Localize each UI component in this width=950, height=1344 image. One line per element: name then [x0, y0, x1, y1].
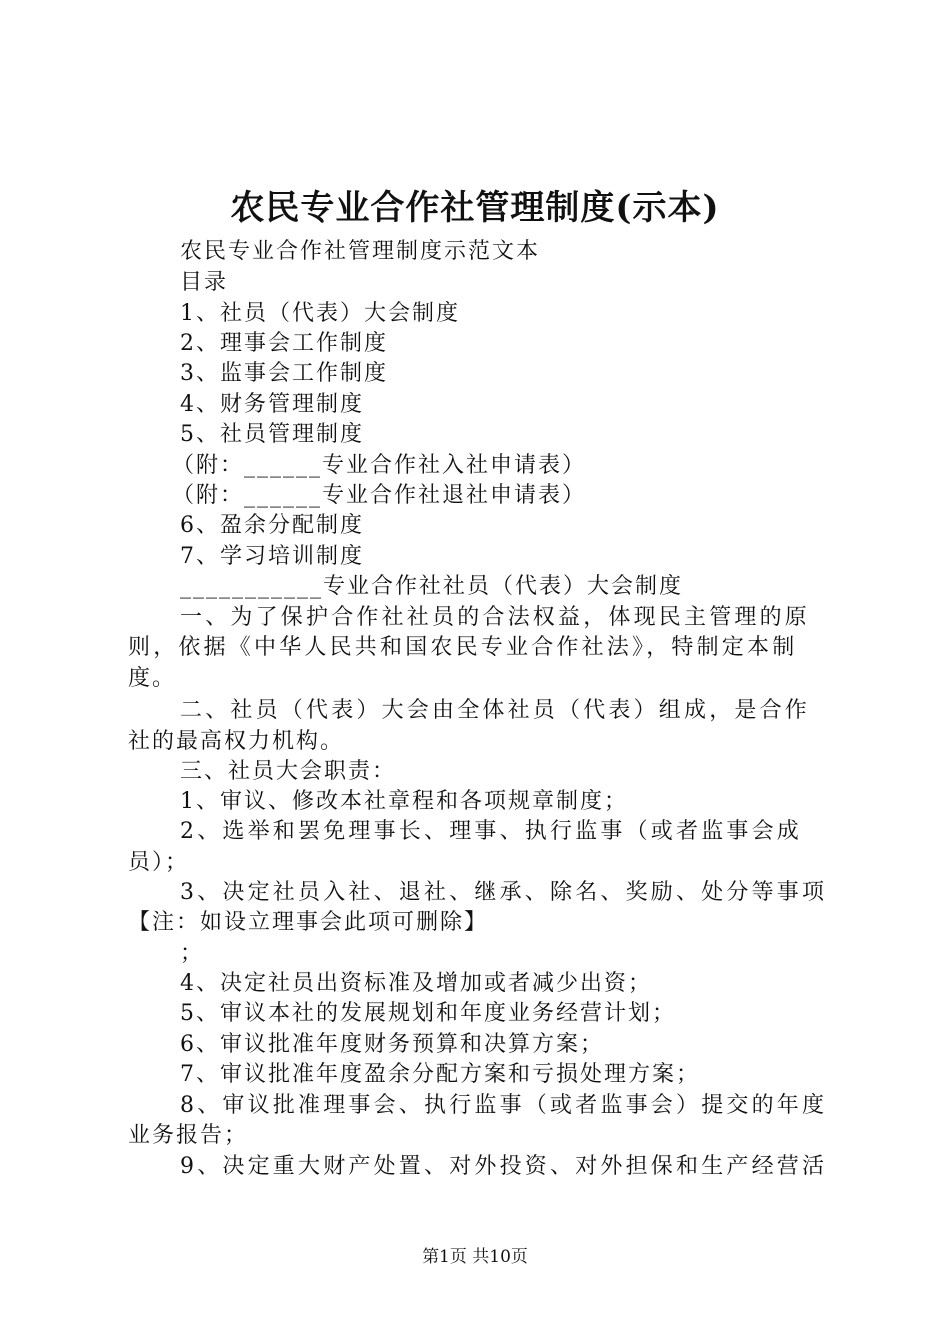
toc-appendix: （附：______专业合作社入社申请表） — [172, 453, 587, 478]
paragraph-line: 则，依据《中华人民共和国农民专业合作社法》，特制定本制 — [128, 635, 798, 660]
list-item: 3、决定社员入社、退社、继承、除名、奖励、处分等事项 — [180, 880, 828, 905]
toc-item: 7、学习培训制度 — [180, 544, 364, 569]
list-item: 业务报告； — [128, 1123, 249, 1148]
list-item: 2、选举和罢免理事长、理事、执行监事（或者监事会成 — [180, 819, 802, 844]
toc-item: 1、社员（代表）大会制度 — [180, 301, 460, 326]
toc-item: 4、财务管理制度 — [180, 392, 364, 417]
list-item: 9、决定重大财产处置、对外投资、对外担保和生产经营活 — [180, 1154, 828, 1179]
note-text: 【注：如设立理事会此项可删除】 — [128, 910, 489, 935]
toc-appendix: （附：______专业合作社退社申请表） — [172, 483, 587, 508]
list-item: ； — [180, 941, 205, 966]
paragraph-line: 社的最高权力机构。 — [128, 729, 345, 754]
toc-item: 2、理事会工作制度 — [180, 331, 388, 356]
paragraph-line: 一、为了保护合作社社员的合法权益，体现民主管理的原 — [180, 605, 811, 630]
toc-item: 3、监事会工作制度 — [180, 361, 388, 386]
paragraph-line: 三、社员大会职责： — [180, 759, 397, 784]
document-title: 农民专业合作社管理制度(示本) — [230, 188, 720, 228]
list-item: 6、审议批准年度财务预算和决算方案； — [180, 1032, 604, 1057]
paragraph-line: 二、社员（代表）大会由全体社员（代表）组成，是合作 — [180, 698, 811, 723]
list-item: 1、审议、修改本社章程和各项规章制度； — [180, 789, 628, 814]
list-item: 员）； — [128, 850, 190, 875]
list-item: 4、决定社员出资标准及增加或者减少出资； — [180, 971, 652, 996]
paragraph-line: 度。 — [128, 666, 177, 691]
list-item: 7、审议批准年度盈余分配方案和亏损处理方案； — [180, 1062, 700, 1087]
list-item: 8、审议批准理事会、执行监事（或者监事会）提交的年度 — [180, 1093, 828, 1118]
subtitle-line: 农民专业合作社管理制度示范文本 — [180, 239, 541, 264]
page-footer: 第1页 共10页 — [422, 1247, 528, 1267]
section-heading: ___________专业合作社社员（代表）大会制度 — [180, 574, 684, 599]
list-item: 5、审议本社的发展规划和年度业务经营计划； — [180, 1001, 676, 1026]
toc-item: 5、社员管理制度 — [180, 422, 364, 447]
toc-item: 6、盈余分配制度 — [180, 513, 364, 538]
toc-heading: 目录 — [180, 270, 229, 295]
